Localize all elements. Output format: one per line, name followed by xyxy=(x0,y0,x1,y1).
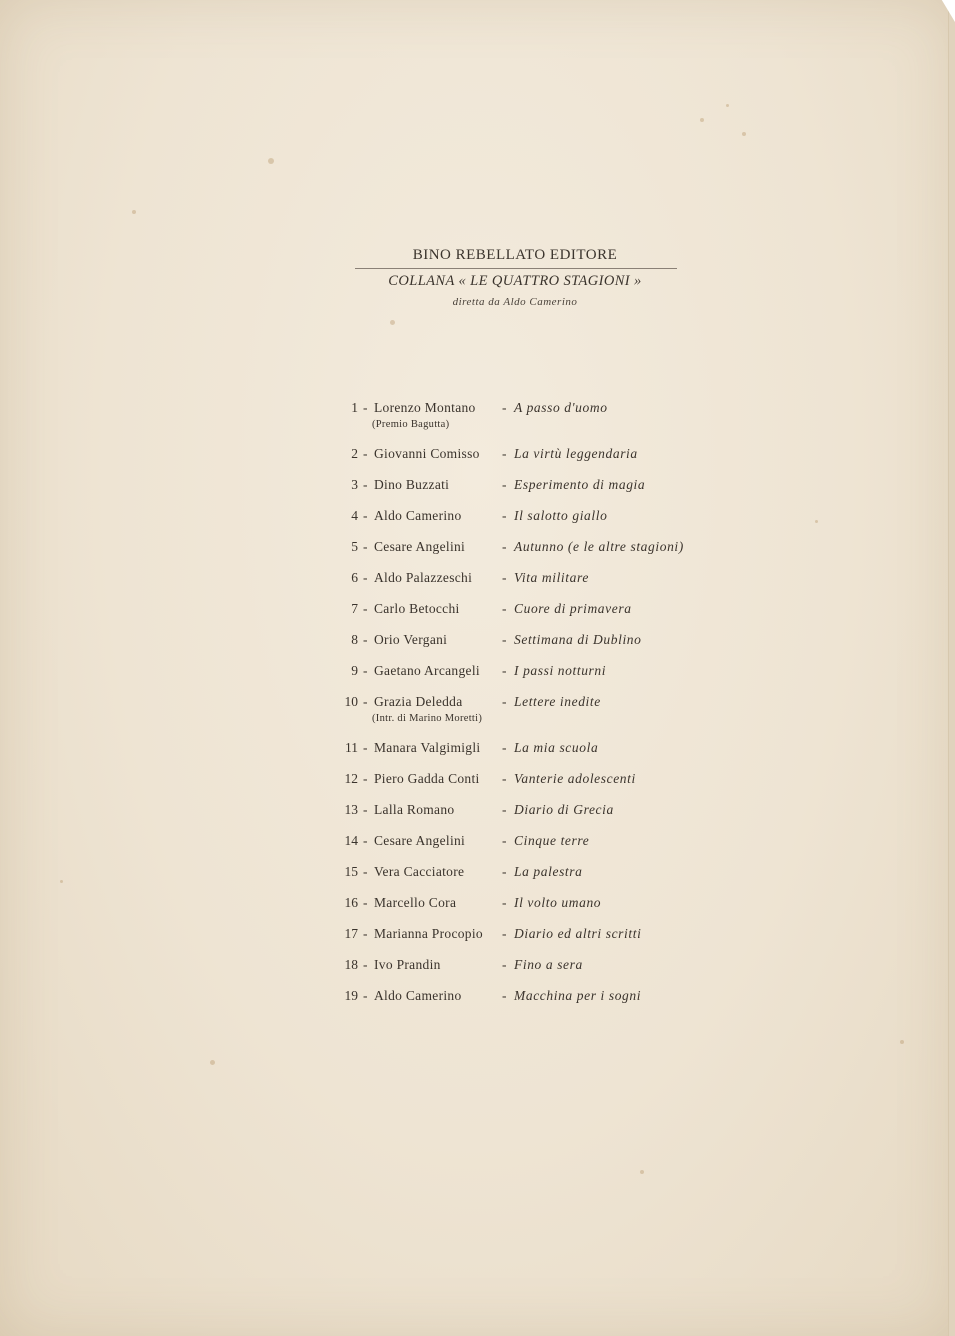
entry-author: Cesare Angelini xyxy=(374,833,466,848)
entry-number: 11 xyxy=(345,740,358,755)
foxing-spot xyxy=(268,158,274,164)
list-item: 1 - Lorenzo Montano - A passo d'uomo (Premio Bagutta) xyxy=(330,400,730,446)
list-item: 13 - Lalla Romano - Diario di Grecia xyxy=(330,802,730,833)
entry-title: Cinque terre xyxy=(514,833,590,848)
foxing-spot xyxy=(815,520,818,523)
entry-number: 17 xyxy=(344,926,358,941)
list-item: 16 - Marcello Cora - Il volto umano xyxy=(330,895,730,926)
foxing-spot xyxy=(60,880,63,883)
list-item: 6 - Aldo Palazzeschi - Vita militare xyxy=(330,570,730,601)
entry-title: Cuore di primavera xyxy=(514,601,632,616)
list-item: 9 - Gaetano Arcangeli - I passi notturni xyxy=(330,663,730,694)
entry-author: Marcello Cora xyxy=(374,895,457,910)
entry-author: Carlo Betocchi xyxy=(374,601,460,616)
entry-number: 7 xyxy=(351,601,358,616)
entry-title: Esperimento di magia xyxy=(514,477,646,492)
entry-title: La mia scuola xyxy=(514,740,599,755)
publisher-name: BINO REBELLATO EDITORE xyxy=(412,247,618,263)
entry-title: Macchina per i sogni xyxy=(514,988,642,1003)
entry-author: Ivo Prandin xyxy=(374,957,441,972)
list-item: 19 - Aldo Camerino - Macchina per i sogni xyxy=(330,988,730,1019)
entry-number: 19 xyxy=(344,988,358,1003)
entry-number: 4 xyxy=(351,508,358,523)
list-item: 8 - Orio Vergani - Settimana di Dublino xyxy=(330,632,730,663)
entry-number: 8 xyxy=(351,632,358,647)
entry-title: Vita militare xyxy=(514,570,589,585)
list-item: 5 - Cesare Angelini - Autunno (e le altre stagioni) xyxy=(330,539,730,570)
entry-author: Aldo Camerino xyxy=(374,988,462,1003)
entry-author: Giovanni Comisso xyxy=(374,446,480,461)
entry-number: 3 xyxy=(351,477,358,492)
entry-title: Fino a sera xyxy=(514,957,583,972)
entry-number: 18 xyxy=(344,957,358,972)
list-item: 17 - Marianna Procopio - Diario ed altri scritti xyxy=(330,926,730,957)
entry-title: Settimana di Dublino xyxy=(514,632,642,647)
entry-author: Manara Valgimigli xyxy=(374,740,481,755)
catalogue-list xyxy=(330,400,730,1019)
entry-number: 6 xyxy=(351,570,358,585)
entry-author: Gaetano Arcangeli xyxy=(374,663,480,678)
foxing-spot xyxy=(700,118,704,122)
entry-number: 16 xyxy=(344,895,358,910)
list-item: 15 - Vera Cacciatore - La palestra xyxy=(330,864,730,895)
entry-number: 10 xyxy=(344,694,358,709)
foxing-spot xyxy=(726,104,729,107)
entry-title: Lettere inedite xyxy=(514,694,601,709)
entry-title: La palestra xyxy=(514,864,583,879)
entry-author: Vera Cacciatore xyxy=(374,864,465,879)
entry-number: 1 xyxy=(351,400,358,415)
foxing-spot xyxy=(390,320,395,325)
list-item: 18 - Ivo Prandin - Fino a sera xyxy=(330,957,730,988)
entry-title: A passo d'uomo xyxy=(514,400,608,415)
list-item: 11 - Manara Valgimigli - La mia scuola xyxy=(330,740,730,771)
entry-title: La virtù leggendaria xyxy=(514,446,638,461)
entry-author: Aldo Palazzeschi xyxy=(374,570,473,585)
entry-number: 5 xyxy=(351,539,358,554)
list-item: 3 - Dino Buzzati - Esperimento di magia xyxy=(330,477,730,508)
entry-number: 15 xyxy=(344,864,358,879)
list-item: 10 - Grazia Deledda - Lettere inedite (Intr. di Marino Moretti) xyxy=(330,694,730,740)
page-edge xyxy=(948,0,955,1336)
entry-author: Orio Vergani xyxy=(374,632,448,647)
entry-title: Il volto umano xyxy=(514,895,602,910)
entry-author: Grazia Deledda xyxy=(374,694,463,709)
entry-title: Autunno (e le altre stagioni) xyxy=(514,539,684,554)
entry-author: Lalla Romano xyxy=(374,802,455,817)
list-item: 4 - Aldo Camerino - Il salotto giallo xyxy=(330,508,730,539)
entry-title: Diario ed altri scritti xyxy=(514,926,642,941)
foxing-spot xyxy=(640,1170,644,1174)
entry-title: Il salotto giallo xyxy=(514,508,608,523)
entry-number: 13 xyxy=(344,802,358,817)
entry-author: Cesare Angelini xyxy=(374,539,466,554)
entry-note: (Intr. di Marino Moretti) xyxy=(372,713,483,724)
series-title: COLLANA « LE QUATTRO STAGIONI » xyxy=(388,273,642,289)
list-item: 14 - Cesare Angelini - Cinque terre xyxy=(330,833,730,864)
entry-author: Piero Gadda Conti xyxy=(374,771,480,786)
entry-author: Marianna Procopio xyxy=(374,926,483,941)
list-item: 2 - Giovanni Comisso - La virtù leggendaria xyxy=(330,446,730,477)
list-item: 12 - Piero Gadda Conti - Vanterie adolescenti xyxy=(330,771,730,802)
entry-author: Lorenzo Montano xyxy=(374,400,476,415)
entry-title: Diario di Grecia xyxy=(514,802,614,817)
entry-number: 9 xyxy=(351,663,358,678)
foxing-spot xyxy=(210,1060,215,1065)
entry-author: Aldo Camerino xyxy=(374,508,462,523)
entry-title: Vanterie adolescenti xyxy=(514,771,636,786)
entry-number: 14 xyxy=(344,833,358,848)
list-item: 7 - Carlo Betocchi - Cuore di primavera xyxy=(330,601,730,632)
foxing-spot xyxy=(742,132,746,136)
entry-title: I passi notturni xyxy=(514,663,607,678)
header-divider xyxy=(355,268,677,269)
foxing-spot xyxy=(900,1040,904,1044)
entry-number: 2 xyxy=(351,446,358,461)
entry-note: (Premio Bagutta) xyxy=(372,419,450,430)
foxing-spot xyxy=(132,210,136,214)
entry-author: Dino Buzzati xyxy=(374,477,450,492)
series-editor: diretta da Aldo Camerino xyxy=(452,296,578,308)
entry-number: 12 xyxy=(344,771,358,786)
